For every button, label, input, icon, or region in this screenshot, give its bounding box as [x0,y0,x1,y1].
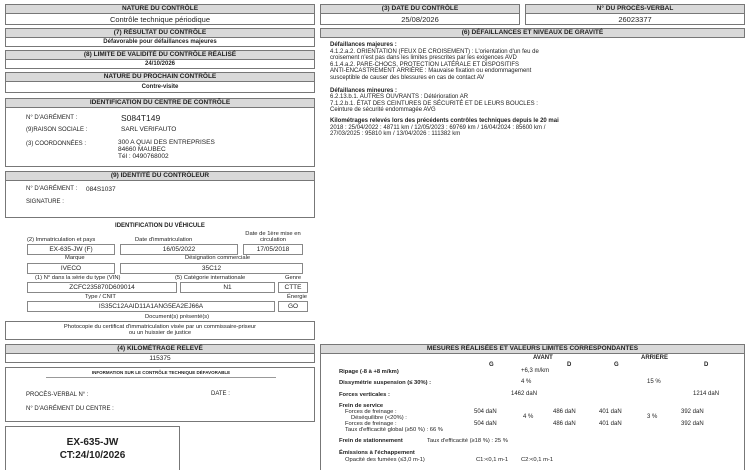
ff-ard: 392 daN [681,409,704,415]
ff2-arg: 401 daN [599,421,622,427]
majeures-line: 6.1.4.a.2. PARE-CHOCS, PROTECTION LATÉRALE ET DISPOSITIFS [330,61,520,68]
avant-label: AVANT [533,355,553,361]
info-agrement-label: N° D'AGRÉMENT DU CENTRE : [26,406,114,412]
next-header: NATURE DU PROCHAIN CONTRÔLE [5,72,315,82]
vignette-ct: CT:24/10/2026 [59,450,126,461]
frein-service-label: Frein de service [339,403,384,409]
avant-g-label: G [489,362,494,368]
nature-value: Contrôle technique périodique [5,13,315,25]
forces-label: Forces verticales : [339,392,390,398]
designation-value: 35C12 [120,263,303,274]
centre-coord-line3: Tél : 0490768002 [118,153,169,160]
forces-avant: 1462 daN [511,391,538,397]
vehicule-section [5,222,315,340]
vin-value: ZCFC235870D609014 [27,282,177,293]
km-history-title: Kilométrages relevés lors des précédents contrôles techniques depuis le 20 mai [330,117,559,124]
energie-value: GO [278,301,308,312]
avant-d-label: D [567,362,572,368]
ff-avd: 486 daN [553,409,576,415]
docs-line1: Photocopie du certificat d'immatriculation visée par un commissaire-priseur [63,324,257,330]
energie-label: Énergie [287,294,307,300]
docs-line2: ou un huissier de justice [128,330,192,336]
majeures-line: croisement n'est pas dans les limites prescrites par les exigences AVD [330,55,517,62]
controleur-agrement-value: 084S1037 [86,186,116,193]
mesures-header: MESURES RÉALISÉES ET VALEURS LIMITES CORRESPONDANTES [320,344,745,354]
type-value: IS35C12AAID11A1ANG5EA2EJ66A [27,301,275,312]
centre-header: IDENTIFICATION DU CENTRE DE CONTRÔLE [5,98,315,108]
date-circ-value: 17/05/2018 [243,244,303,255]
immat-value: EX-635-JW (F) [27,244,115,255]
docs-label: Document(s) présenté(s) [145,314,210,320]
mineures-line: 7.1.2.b.1. ÉTAT DES CEINTURES DE SÉCURITÉ ET DE LEURS BOUCLES : [330,100,538,107]
majeures-title: Défaillances majeures : [330,42,397,48]
arriere-label: ARRIÈRE [641,355,669,361]
dissym-arriere: 15 % [647,379,661,385]
deseq-av: 4 % [523,414,534,420]
ff2-avg: 504 daN [474,421,497,427]
info-header: INFORMATION SUR LE CONTRÔLE TECHNIQUE DÉFAVORABLE [91,370,231,375]
centre-raison-value: SARL VERIFAUTO [121,126,177,133]
centre-coord-line2: 84660 MAUBEC [118,146,166,153]
info-box [5,367,315,422]
centre-box [5,107,315,167]
centre-agrement-label: N° D'AGRÉMENT : [26,115,78,121]
forces-freinage-label-2: Forces de freinage : [345,421,397,427]
mineures-line: Ceinture de sécurité endommagée AVG [330,107,436,114]
stationnement-label: Frein de stationnement [339,438,403,444]
km-history-line: 27/03/2025 : 95810 km / 13/04/2026 : 111382 km [330,131,461,138]
ripage-label: Ripage (-8 à +8 m/km) [339,369,399,375]
info-date-label: DATE : [211,391,230,397]
info-divider [46,377,276,378]
taux-global: Taux d'efficacité global (≥50 %) : 66 % [345,427,443,433]
majeures-line: susceptible de causer des blessures en cas de contact AV [330,74,485,81]
mineures-title: Défaillances mineures : [330,87,398,94]
vignette [5,426,180,470]
result-header: (7) RÉSULTAT DU CONTRÔLE [5,28,315,38]
forces-freinage-label: Forces de freinage : [345,409,397,415]
opacite-label: Opacité des fumées (≤3,0 m-1) [345,457,425,463]
docs-box [5,321,315,340]
dissym-label: Dissymétrie suspension (≤ 30%) : [339,380,432,386]
next-value: Contre-visite [5,81,315,93]
dissym-avant: 4 % [521,379,532,385]
nature-header: NATURE DU CONTRÔLE [5,4,315,14]
vehicule-header: IDENTIFICATION DU VÉHICULE [115,223,205,229]
vignette-immat: EX-635-JW [66,437,119,448]
centre-coord-label: (3) COORDONNÉES : [26,141,87,147]
centre-agrement-value: S084T149 [121,113,161,123]
mineures-line: 6.2.13.b.1. AUTRES OUVRANTS : Détérioration AR [330,94,469,101]
pv-value: 26023377 [525,13,745,25]
centre-raison-label: (9)RAISON SOCIALE : [26,127,88,133]
defaillances-body [330,42,740,138]
centre-coord-line1: 300 A QUAI DES ENTREPRISES [118,139,215,146]
desequilibre-label: Déséquilibre (<20%) : [351,415,407,421]
controleur-header: (9) IDENTITÉ DU CONTRÔLEUR [5,171,315,181]
ff-arg: 401 daN [599,409,622,415]
ff2-ard: 392 daN [681,421,704,427]
genre-label: Genre [285,275,302,281]
date-immat-label: Date d'immatriculation [135,237,193,243]
marque-value: IVECO [27,263,115,274]
km-header: (4) KILOMÉTRAGE RELEVÉ [5,344,315,354]
emissions-label: Émissions à l'échappement [339,450,415,456]
stationnement-value: Taux d'efficacité (≥18 %) : 25 % [427,438,508,444]
defaillances-header: (6) DÉFAILLANCES ET NIVEAUX DE GRAVITÉ [320,28,745,38]
date-circ-label: Date de 1ère mise en circulation [245,231,301,243]
controleur-agrement-label: N° D'AGRÉMENT : [26,186,78,192]
majeures-line: 4.1.2.a.2. ORIENTATION (FEUX DE CROISEMENT) : L'orientation d'un feu de [330,48,539,55]
pv-header: N° DU PROCÈS-VERBAL [525,4,745,14]
controleur-box [5,180,315,218]
mesures-box [320,353,745,470]
categorie-label: (5) Catégorie internationale [175,275,246,281]
arriere-g-label: G [614,362,619,368]
ff2-avd: 486 daN [553,421,576,427]
majeures-line: ANTI-ENCASTREMENT ARRIÈRE : Mauvaise fixation ou endommagement [330,68,532,75]
immat-label: (2) Immatriculation et pays [27,237,96,243]
result-value: Défavorable pour défaillances majeures [5,37,315,47]
opacite-c1: C1:<0,1 m-1 [476,457,509,463]
date-immat-value: 16/05/2022 [120,244,238,255]
km-history-line: 2018 : 25/04/2022 : 48711 km / 12/05/2023 : 69769 km / 16/04/2024 : 85600 km / [330,124,546,131]
designation-label: Désignation commerciale [185,255,251,261]
deseq-ar: 3 % [647,414,658,420]
genre-value: CTTE [278,282,308,293]
categorie-value: N1 [180,282,275,293]
validity-value: 24/10/2026 [5,59,315,69]
date-header: (3) DATE DU CONTRÔLE [320,4,520,14]
km-value: 115375 [5,353,315,363]
opacite-c2: C2:<0,1 m-1 [521,457,554,463]
arriere-d-label: D [704,362,709,368]
info-pv-label: PROCÈS-VERBAL N° : [26,392,89,398]
date-value: 25/08/2026 [320,13,520,25]
type-label: Type / CNIT [85,294,116,300]
controleur-signature-label: SIGNATURE : [26,199,64,205]
validity-header: (8) LIMITE DE VALIDITÉ DU CONTRÔLE RÉALISÉ [5,50,315,60]
forces-arriere: 1214 daN [693,391,720,397]
vin-label: (1) N° dans la série du type (VIN) [35,275,121,281]
ripage-avant: +6,3 m/km [521,368,550,374]
marque-label: Marque [65,255,85,261]
ff-avg: 504 daN [474,409,497,415]
